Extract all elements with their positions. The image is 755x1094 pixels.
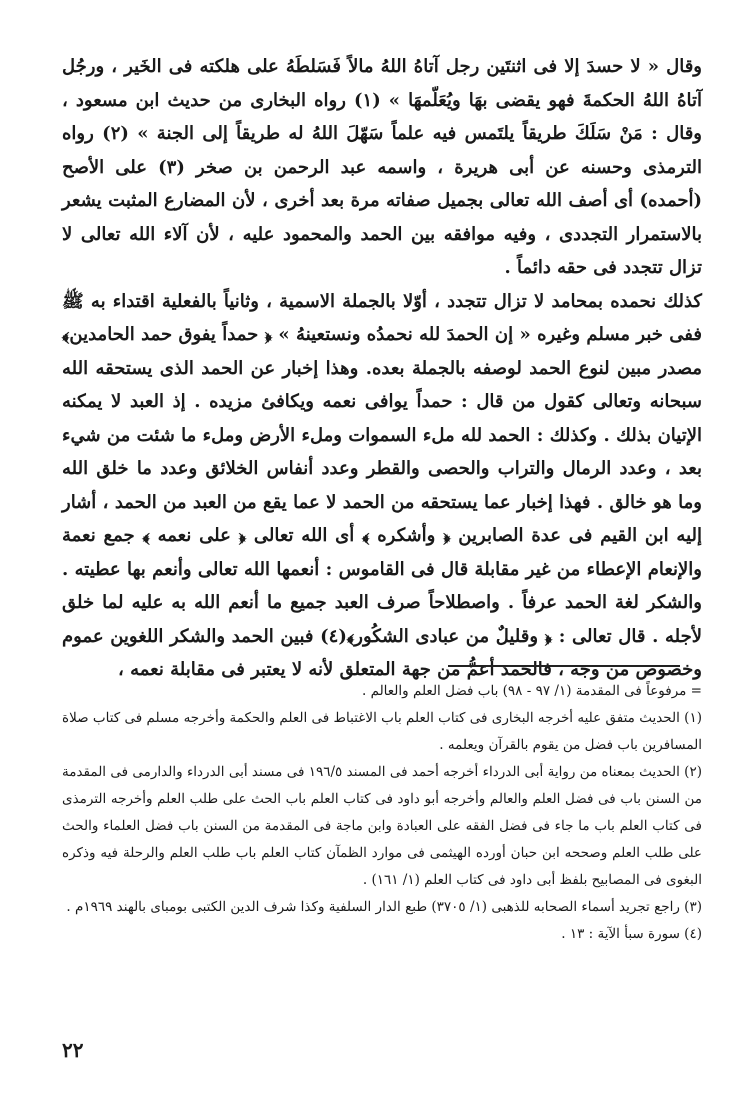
page-number: ٢٢ bbox=[62, 1038, 84, 1062]
footnote-2: (٢) الحديث بمعناه من رواية أبى الدرداء أخرجه أحمد فى المسند ١٩٦/٥ فى مسند أبى الدرداء والدارمى فى المقدمة من السنن باب فى فضل العلم والعالم وأخرجه أبو داود فى كتاب العلم باب الحث على طلب العلم وأخرجه الترمذى فى كتاب العلم باب ما جاء فى فضل الفقه على العبادة وابن ماجة فى المقدمة من السنن باب فضل العلماء والحث على طلب العلم وصححه ابن حبان أورده الهيثمى فى موارد الظمآن كتاب العلم باب طلب العلم والرحلة فيه وذكره البغوى فى المصابيح بلفظ أبى داود فى كتاب العلم (١/ ١٦١) . bbox=[62, 764, 702, 888]
footnote-3: (٣) راجع تجريد أسماء الصحابه للذهبى (١/ ٣٧٠٥) طبع الدار السلفية وكذا شرف الدين الكتبى بومباى بالهند ١٩٦٩م . bbox=[66, 899, 702, 915]
body-paragraph-1: وقال « لا حسدَ إلا فى اثنتَين رجل آتاهُ اللهُ مالاً فَسَلطَهُ على هلكته فى الخَير ، ورجُل آتاهُ اللهُ الحكمةَ فهو يقضى بهَا ويُعَلّمهَا » (١) رواه البخارى من حديث ابن مسعود ، وقال : مَنْ سَلَكَ طريقاً يلتَمس فيه علماً سَهّلَ اللهُ له طريقاً إلى الجنة » (٢) رواه الترمذى وحسنه عن أبى هريرة ، واسمه عبد الرحمن بن صخر (٣) على الأصح (أحمده) أى أصف الله تعالى بجميل صفاته مرة بعد أخرى ، لأن المضارع المثبت يشعر بالاستمرار التجددى ، وفيه موافقه بين الحمد والمحمود عليه ، لأن آلاء الله تعالى لا تزال تتجدد فى حقه دائماً . bbox=[62, 56, 702, 278]
main-text bbox=[62, 50, 702, 687]
footnote-continuation: = مرفوعاً فى المقدمة (١/ ٩٧ - ٩٨) باب فضل العلم والعالم . bbox=[362, 683, 702, 699]
footnotes bbox=[62, 678, 702, 948]
body-paragraph-2: كذلك نحمده بمحامد لا تزال تتجدد ، أوّلا بالجملة الاسمية ، وثانياً بالفعلية اقتداء به ﷺ ففى خبر مسلم وغيره « إن الحمدَ لله نحمدُه ونستعينهُ » ﴿ حمداً يفوق حمد الحامدين﴾ مصدر مبين لنوع الحمد لوصفه بالجملة بعده. وهذا إخبار عن الحمد الذى يستحقه الله سبحانه وتعالى كقول من قال : حمداً يوافى نعمه ويكافئ مزيده . إذ العبد لا يمكنه الإتيان بذلك . وكذلك : الحمد لله ملء السموات وملء الأرض وملء ما شئت من شيء بعد ، وعدد الرمال والتراب والحصى والقطر وعدد أنفاس الخلائق وعدد ما خلق الله وما هو خالق . فهذا إخبار عما يستحقه من الحمد لا عما يقع من العبد من الحمد ، أشار إليه ابن القيم فى عدة الصابرين ﴿ وأشكره ﴾ أى الله تعالى ﴿ على نعمه ﴾ جمع نعمة والإنعام الإعطاء من غير مقابلة قال فى القاموس : أنعمها الله تعالى وأنعم بها عطيته . والشكر لغة الحمد عرفاً . واصطلاحاً صرف العبد جميع ما أنعم الله به عليه لما خلق لأجله . قال تعالى : ﴿ وقليلٌ من عبادى الشكُور﴾(٤) فبين الحمد والشكر اللغوين عموم وخصوص من وجه ، فالحمد أعمُّ من جهة المتعلق لأنه لا يعتبر فى مقابلة نعمه ، bbox=[62, 290, 702, 680]
footnote-1: (١) الحديث متفق عليه أخرجه البخارى فى كتاب العلم باب الاغتباط فى العلم والحكمة وأخرجه مسلم فى كتاب صلاة المسافرين باب فضل من يقوم بالقرآن ويعلمه . bbox=[62, 710, 702, 753]
footnote-divider bbox=[448, 665, 680, 667]
footnote-4: (٤) سورة سبأ الآية : ١٣ . bbox=[561, 926, 702, 942]
